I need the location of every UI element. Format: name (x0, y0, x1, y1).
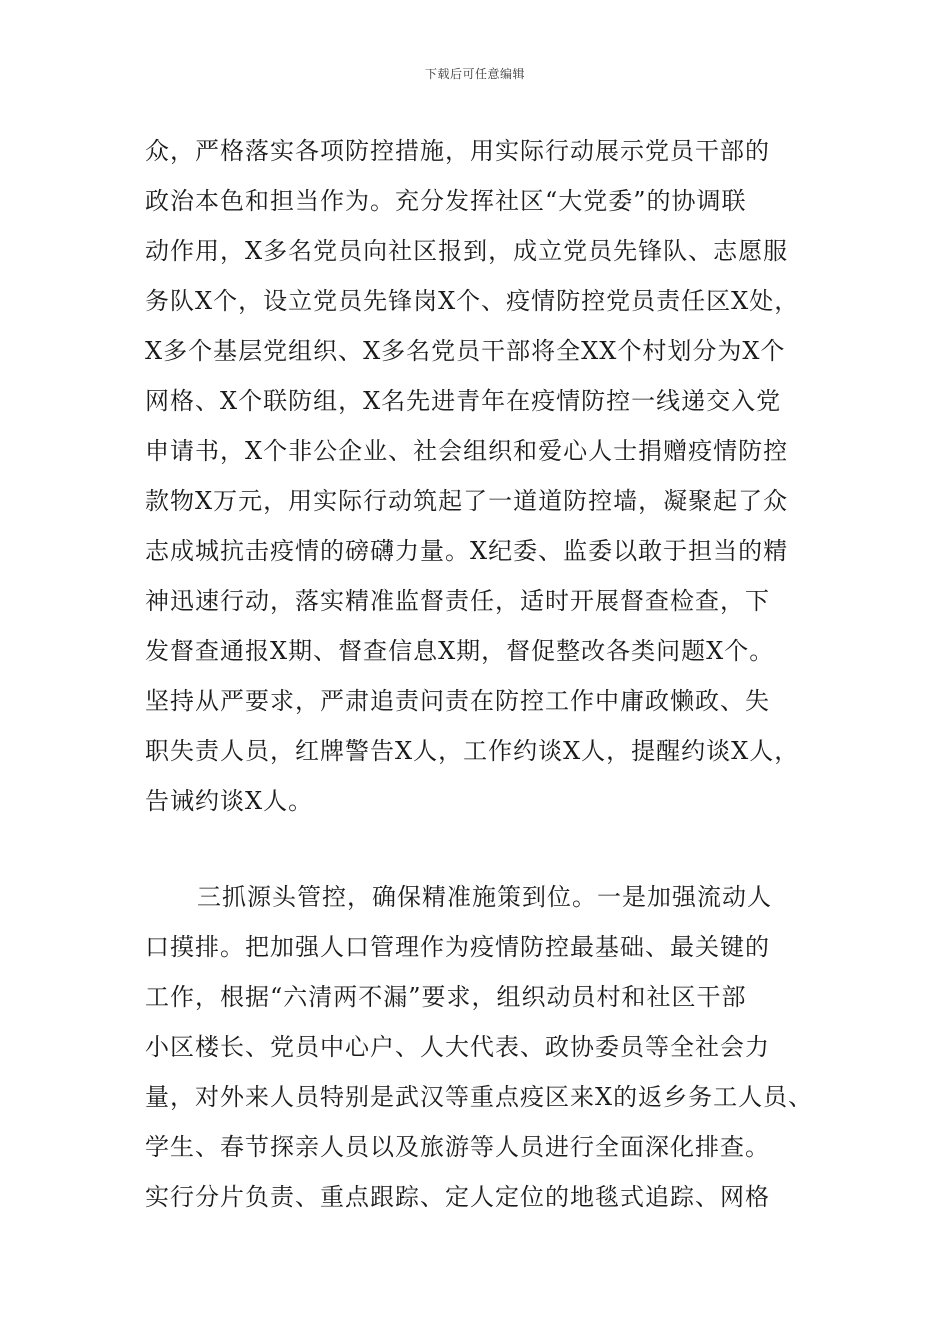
text-line: 网格、X个联防组，X名先进青年在疫情防控一线递交入党 (145, 387, 782, 415)
text-line: 告诫约谈X人。 (145, 787, 314, 815)
text-line: 坚持从严要求，严肃追责问责在防控工作中庸政懒政、失 (145, 687, 770, 715)
text-line: 务队X个，设立党员先锋岗X个、疫情防控党员责任区X处， (145, 287, 800, 315)
text-line: X多个基层党组织、X多名党员干部将全XX个村划分为X个 (145, 337, 786, 365)
text-line: 学生、春节探亲人员以及旅游等人员进行全面深化排查。 (145, 1133, 770, 1161)
text-line: 量，对外来人员特别是武汉等重点疫区来X的返乡务工人员、 (145, 1083, 814, 1111)
page-header: 下载后可任意编辑 (424, 67, 525, 81)
text-line: 众，严格落实各项防控措施，用实际行动展示党员干部的 (145, 137, 770, 165)
text-line: 款物X万元，用实际行动筑起了一道道防控墙，凝聚起了众 (145, 487, 789, 515)
text-line: 政治本色和担当作为。充分发挥社区“大党委”的协调联 (145, 187, 747, 215)
text-line: 志成城抗击疫情的磅礴力量。X纪委、监委以敢于担当的精 (145, 537, 789, 565)
text-line: 发督查通报X期、督查信息X期，督促整改各类问题X个。 (145, 637, 775, 665)
text-line: 动作用，X多名党员向社区报到，成立党员先锋队、志愿服 (145, 237, 789, 265)
text-line: 口摸排。把加强人口管理作为疫情防控最基础、最关键的 (145, 933, 770, 961)
text-line: 小区楼长、党员中心户、人大代表、政协委员等全社会力 (145, 1033, 770, 1061)
text-line: 工作，根据“六清两不漏”要求，组织动员村和社区干部 (145, 983, 747, 1011)
text-line: 神迅速行动，落实精准监督责任，适时开展督查检查，下 (145, 587, 770, 615)
text-line: 实行分片负责、重点跟踪、定人定位的地毯式追踪、网格 (145, 1183, 770, 1211)
text-line: 职失责人员，红牌警告X人，工作约谈X人，提醒约谈X人， (145, 737, 800, 765)
text-line: 三抓源头管控，确保精准施策到位。一是加强流动人 (197, 883, 772, 911)
text-line: 申请书，X个非公企业、社会组织和爱心人士捐赠疫情防控 (145, 437, 789, 465)
